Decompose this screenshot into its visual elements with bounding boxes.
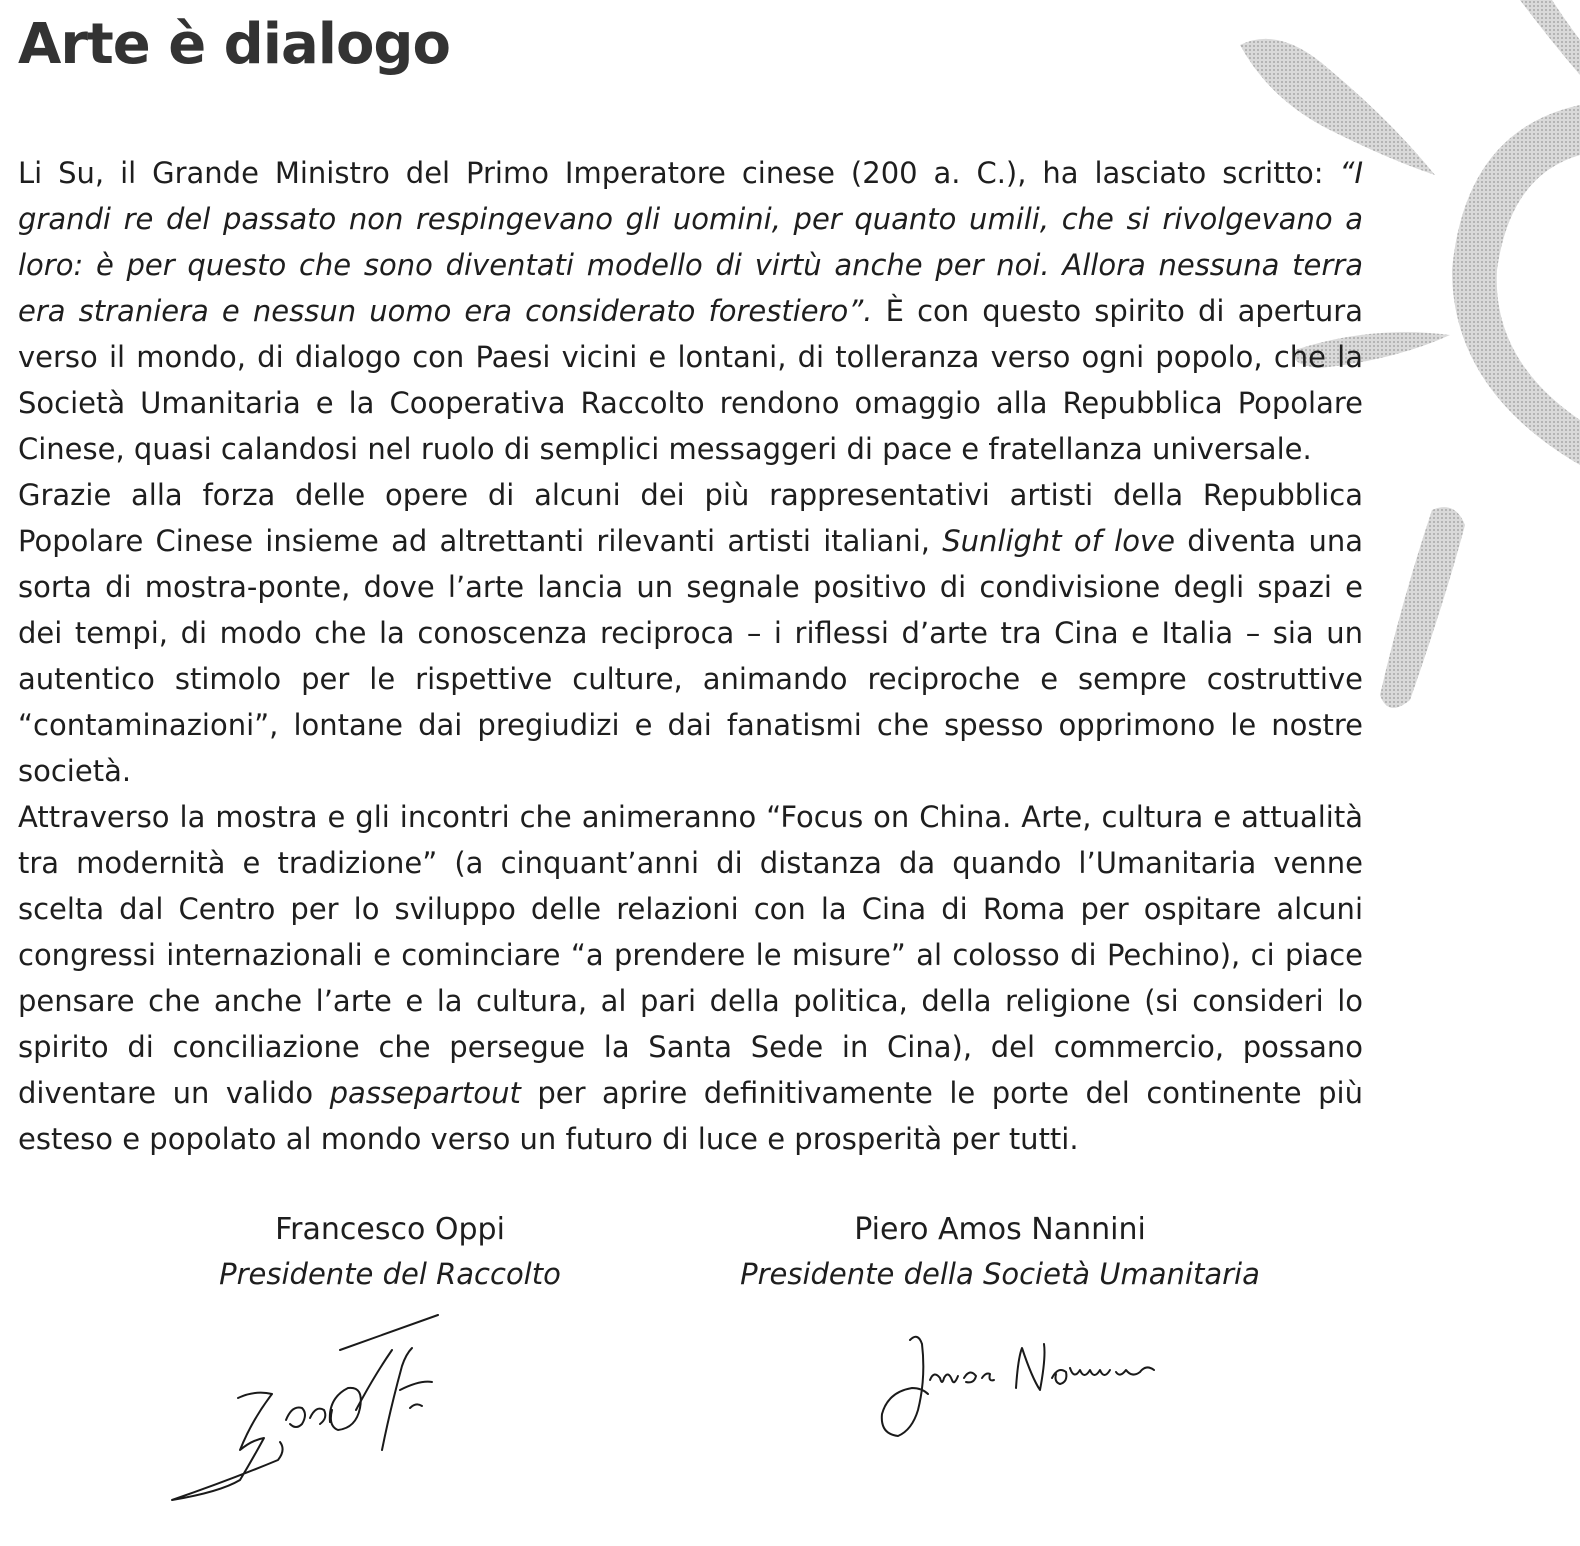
body-paragraph	[18, 794, 1363, 1162]
signatory-name: Piero Amos Nannini	[854, 1212, 1146, 1247]
body-paragraph	[18, 472, 1363, 794]
signatory-oppi	[200, 1208, 580, 1296]
sun-ray	[1520, 0, 1580, 75]
signature-nannini	[860, 1318, 1180, 1448]
text-run: Attraverso la mostra e gli incontri che animeranno “Focus on China. Arte, cultura e attualità tra modernità e tradizione” (a cinquant’anni di distanza da quando l’Umanitaria venne scelta dal Centro per lo sviluppo delle relazioni con la Cina di Roma per ospitare alcuni congressi internazionali e cominciare “a prendere le misure” al colosso di Pechino), ci piace pensare che anche l’arte e la cultura, al pari della politica, della religione (si consideri lo spirito di conciliazione che persegue la Santa Sede in Cina), del commercio, possano diventare un valido	[18, 800, 1363, 1110]
signatory-role: Presidente del Raccolto	[219, 1257, 561, 1291]
signatory-nannini	[720, 1208, 1280, 1296]
body-text	[18, 150, 1363, 1162]
text-run: Grazie alla forza delle opere di alcuni dei più rappresentativi artisti della Repubblica Popolare Cinese insieme ad altrettanti rilevanti artisti italiani,	[18, 478, 1363, 558]
body-paragraph	[18, 150, 1363, 472]
signatory-role: Presidente della Società Umanitaria	[740, 1257, 1260, 1291]
sun-arc	[1452, 105, 1580, 465]
page-title: Arte è dialogo	[18, 12, 450, 77]
signatory-name: Francesco Oppi	[275, 1212, 505, 1247]
italic-text: passepartout	[329, 1076, 521, 1110]
italic-text: “I grandi re del passato non respingevano gli uomini, per quanto umili, che si rivolgevano a loro: è per questo che sono diventati modello di virtù anche per noi. Allora nessuna terra era straniera e nessun uomo era considerato forestiero”.	[18, 156, 1363, 328]
italic-text: Sunlight of love	[942, 524, 1175, 558]
sun-ray	[1380, 507, 1465, 708]
signature-oppi	[160, 1310, 450, 1510]
text-run: Li Su, il Grande Ministro del Primo Imperatore cinese (200 a. C.), ha lasciato scritto:	[18, 156, 1340, 190]
text-run: per aprire definitivamente le porte del continente più esteso e popolato al mondo verso un futuro di luce e prosperità per tutti.	[18, 1076, 1363, 1156]
text-run: diventa una sorta di mostra-ponte, dove l’arte lancia un segnale positivo di condivisione degli spazi e dei tempi, di modo che la conoscenza reciproca – i riflessi d’arte tra Cina e Italia – sia un autentico stimolo per le rispettive culture, animando reciproche e sempre costruttive “contaminazioni”, lontane dai pregiudizi e dai fanatismi che spesso opprimono le nostre società.	[18, 524, 1363, 788]
text-run: È con questo spirito di apertura verso il mondo, di dialogo con Paesi vicini e lontani, di tolleranza verso ogni popolo, che la Società Umanitaria e la Cooperativa Raccolto rendono omaggio alla Repubblica Popolare Cinese, quasi calandosi nel ruolo di semplici messaggeri di pace e fratellanza universale.	[18, 294, 1363, 466]
